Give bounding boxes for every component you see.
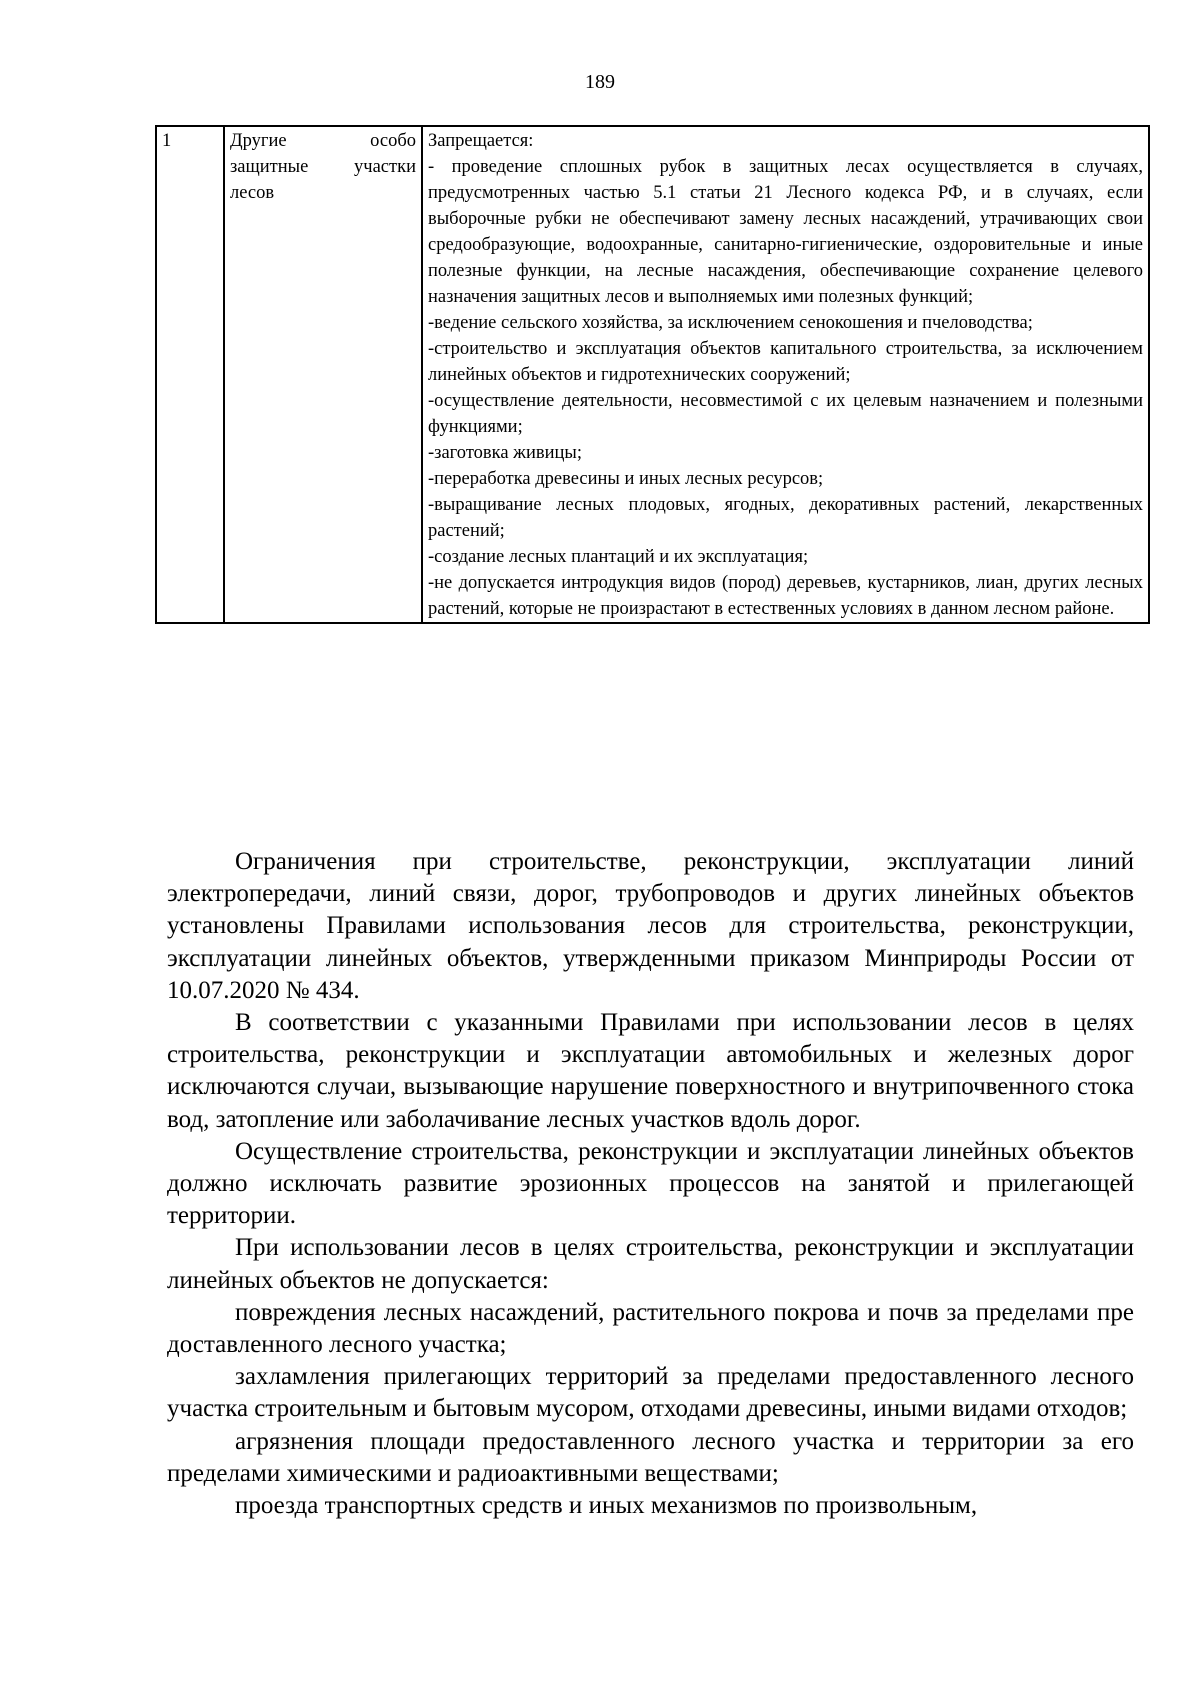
requirements-title: Запрещается: (428, 131, 534, 151)
requirement-item: -ведение сельского хозяйства, за исключением сенокошения и пчеловодства; (428, 313, 1033, 333)
requirement-item: -осуществление деятельности, несовместимой с их целевым назначением и полезными функциями; (428, 391, 1143, 437)
paragraph: Ограничения при строительстве, реконструкции, эксплуатации линий электропередачи, линий связи, дорог, трубопроводов и других линейных объектов установлены Правилами использования лесов для строительства, реконструкции, эксплуатации линейных объектов, утвержденными приказом Минприроды России от 10.07.2020 № 434. (167, 848, 1134, 1004)
restrictions-table (155, 125, 1150, 624)
requirement-item: -не допускается интродукция видов (пород) деревьев, кустарников, лиан, других лесных растений, которые не произрастают в естественных условиях в данном лесном районе. (428, 573, 1143, 619)
paragraph: Осуществление строительства, реконструкции и эксплуатации линейных объектов должно исключать развитие эрозионных процессов на занятой и прилегающей территории. (167, 1137, 1134, 1230)
paragraph: повреждения лесных насаждений, растительного покрова и почв за пределами пре доставленного лесного участка; (167, 1298, 1134, 1359)
table-row (156, 126, 1149, 623)
requirement-item: -выращивание лесных плодовых, ягодных, декоративных растений, лекарственных растений; (428, 495, 1143, 541)
requirement-item: -строительство и эксплуатация объектов капитального строительства, за исключением линейных объектов и гидротехнических сооружений; (428, 339, 1143, 385)
row-number-cell: 1 (156, 126, 224, 623)
paragraph: захламления прилегающих территорий за пределами предоставленного лесного участка строительным и бытовым мусором, отходами древесины, иными видами отходов; (167, 1363, 1134, 1423)
page-number: 189 (585, 71, 615, 93)
requirement-item: - проведение сплошных рубок в защитных лесах осуществляется в случаях, предусмотренных частью 5.1 статьи 21 Лесного кодекса РФ, и в случаях, если выборочные рубки не обеспечивают замену лесных насаждений, утрачивающих свои средообразующие, водоохранные, санитарно-гигиенические, оздоровительные и иные полезные функции, на лесные насаждения, обеспечивающие сохранение целевого назначения защитных лесов и выполняемых ими полезных функций; (428, 157, 1143, 307)
requirements-cell (422, 126, 1149, 623)
category-text: Другие особо защитные участки лесов (230, 131, 416, 203)
requirement-item: -заготовка живицы; (428, 443, 582, 463)
paragraph: В соответствии с указанными Правилами при использовании лесов в целях строительства, реконструкции и эксплуатации автомобильных и железных дорог исключаются случаи, вызывающие нарушение поверхностного и внутрипочвенного стока вод, затопление или заболачивание лесных участков вдоль дорог. (167, 1009, 1134, 1133)
paragraph: агрязнения площади предоставленного лесного участка и территории за его пределами химическими и радиоактивными веществами; (167, 1427, 1134, 1487)
body-text (167, 846, 1134, 1522)
paragraph: проезда транспортных средств и иных механизмов по произвольным, (235, 1492, 978, 1520)
requirement-item: -переработка древесины и иных лесных ресурсов; (428, 469, 824, 489)
requirement-item: -создание лесных плантаций и их эксплуатация; (428, 547, 809, 567)
category-cell (224, 126, 422, 623)
paragraph: При использовании лесов в целях строительства, реконструкции и эксплуатации линейных объектов не допускается: (167, 1234, 1134, 1294)
